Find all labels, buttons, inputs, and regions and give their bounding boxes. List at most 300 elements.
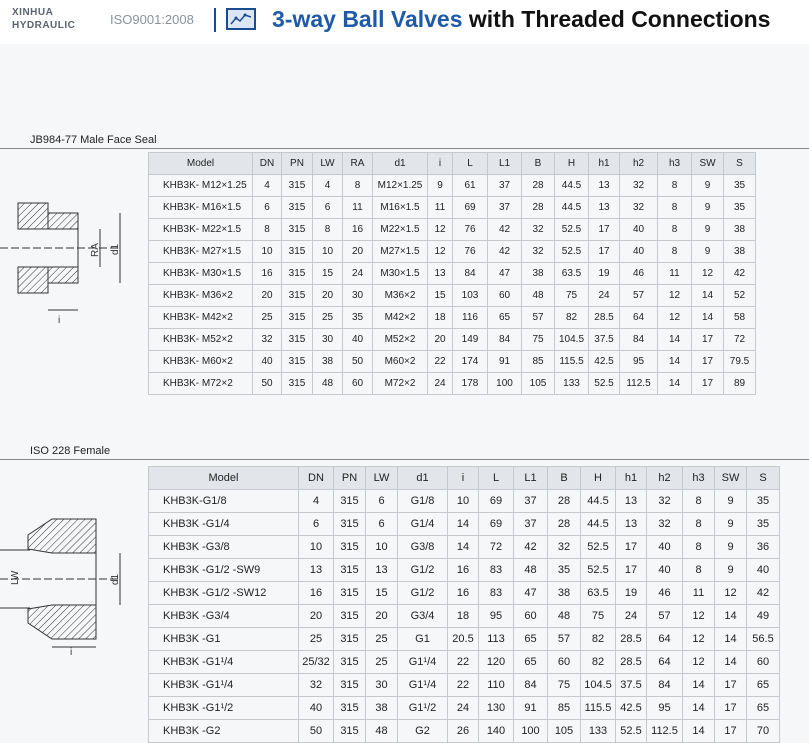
table-cell: 24	[428, 373, 453, 395]
table-cell: 30	[343, 285, 373, 307]
iso-certification: ISO9001:2008	[110, 12, 194, 27]
table-cell: 28.5	[616, 628, 647, 651]
table-cell: 10	[299, 536, 334, 559]
table-cell: 70	[747, 720, 780, 743]
table-cell: 32	[620, 175, 658, 197]
model-cell: KHB3K- M12×1.25	[149, 175, 253, 197]
table-cell: 65	[488, 307, 522, 329]
table-row	[149, 490, 780, 513]
table-cell: 32	[647, 490, 683, 513]
table-cell: 315	[334, 559, 366, 582]
table-cell: 37	[488, 197, 522, 219]
table-cell: 15	[313, 263, 343, 285]
model-cell: KHB3K -G1¹/2	[149, 697, 299, 720]
table-cell: 13	[589, 175, 620, 197]
table-cell: 46	[620, 263, 658, 285]
table-cell: 38	[724, 241, 756, 263]
column-header: B	[522, 153, 555, 175]
section2-divider	[0, 459, 809, 460]
model-cell: KHB3K -G1/2 -SW12	[149, 582, 299, 605]
table-cell: 315	[334, 628, 366, 651]
table-cell: 35	[548, 559, 581, 582]
table-cell: 104.5	[581, 674, 616, 697]
table-cell: 72	[479, 536, 514, 559]
table-cell: 32	[253, 329, 282, 351]
table-cell: 69	[479, 513, 514, 536]
table-cell: 18	[428, 307, 453, 329]
column-header: h3	[658, 153, 692, 175]
column-header: SW	[715, 467, 747, 490]
column-header: h3	[683, 467, 715, 490]
table-cell: 50	[299, 720, 334, 743]
table-cell: 105	[548, 720, 581, 743]
table-cell: 42	[724, 263, 756, 285]
table-cell: 30	[366, 674, 398, 697]
table-cell: 28.5	[589, 307, 620, 329]
table-cell: 9	[428, 175, 453, 197]
table-cell: 8	[658, 197, 692, 219]
table-cell: 38	[522, 263, 555, 285]
table-cell: 20	[428, 329, 453, 351]
table-cell: 50	[343, 351, 373, 373]
table-cell: 15	[428, 285, 453, 307]
table-row	[149, 175, 756, 197]
table-cell: 8	[683, 559, 715, 582]
table-cell: 12	[428, 241, 453, 263]
table-cell: 12	[658, 285, 692, 307]
table-cell: 42.5	[616, 697, 647, 720]
table-cell: 315	[334, 582, 366, 605]
page-header	[0, 0, 809, 44]
table-cell: 52.5	[581, 559, 616, 582]
table-cell: 20	[299, 605, 334, 628]
table-cell: 18	[448, 605, 479, 628]
table-cell: 38	[548, 582, 581, 605]
column-header: L	[479, 467, 514, 490]
table-cell: 14	[658, 329, 692, 351]
table-cell: 6	[313, 197, 343, 219]
table-cell: 12	[683, 628, 715, 651]
model-cell: KHB3K -G2	[149, 720, 299, 743]
table-cell: 35	[343, 307, 373, 329]
table-cell: 58	[724, 307, 756, 329]
table-cell: 24	[616, 605, 647, 628]
table-cell: 12	[428, 219, 453, 241]
table-cell: 17	[616, 559, 647, 582]
table-cell: 17	[715, 697, 747, 720]
ra-label: RA	[90, 243, 101, 257]
model-cell: KHB3K -G3/8	[149, 536, 299, 559]
model-cell: KHB3K -G1/2 -SW9	[149, 559, 299, 582]
table-cell: 24	[343, 263, 373, 285]
table-cell: 315	[282, 351, 313, 373]
column-header: i	[448, 467, 479, 490]
table-row	[149, 628, 780, 651]
table-cell: 11	[658, 263, 692, 285]
table-cell: G3/8	[398, 536, 448, 559]
table-cell: 47	[514, 582, 548, 605]
table-cell: M60×2	[373, 351, 428, 373]
brand-line2: HYDRAULIC	[12, 20, 76, 31]
i-label: i	[70, 647, 73, 655]
model-cell: KHB3K- M36×2	[149, 285, 253, 307]
table-cell: 28	[548, 490, 581, 513]
table-cell: 25	[366, 651, 398, 674]
table-cell: 315	[334, 490, 366, 513]
table-cell: 4	[313, 175, 343, 197]
table-cell: M72×2	[373, 373, 428, 395]
table-cell: 89	[724, 373, 756, 395]
table-cell: 40	[253, 351, 282, 373]
table-cell: 9	[692, 241, 724, 263]
table-cell: 12	[692, 263, 724, 285]
table-cell: 10	[448, 490, 479, 513]
table-cell: 116	[453, 307, 488, 329]
title-connection: with Threaded Connections	[468, 6, 771, 32]
table-cell: 14	[658, 351, 692, 373]
table-cell: 69	[453, 197, 488, 219]
table-cell: 17	[692, 351, 724, 373]
table-cell: 32	[548, 536, 581, 559]
table-cell: 112.5	[620, 373, 658, 395]
table-cell: 28	[548, 513, 581, 536]
column-header: h1	[589, 153, 620, 175]
table-cell: 13	[366, 559, 398, 582]
table-cell: 84	[453, 263, 488, 285]
table-cell: 83	[479, 559, 514, 582]
model-cell: KHB3K- M16×1.5	[149, 197, 253, 219]
table-cell: 37.5	[616, 674, 647, 697]
table-cell: 178	[453, 373, 488, 395]
table-row	[149, 582, 780, 605]
table-cell: 65	[747, 674, 780, 697]
table-cell: 28	[522, 197, 555, 219]
table-cell: 17	[692, 373, 724, 395]
model-cell: KHB3K- M60×2	[149, 351, 253, 373]
male-face-seal-table	[148, 152, 756, 395]
table-cell: 84	[514, 674, 548, 697]
table-cell: 14	[683, 674, 715, 697]
column-header: DN	[299, 467, 334, 490]
table-cell: 82	[555, 307, 589, 329]
table-cell: 13	[589, 197, 620, 219]
table-cell: 84	[488, 329, 522, 351]
table-cell: 85	[522, 351, 555, 373]
table-cell: 42	[514, 536, 548, 559]
model-cell: KHB3K -G1¹/4	[149, 651, 299, 674]
table-cell: 315	[334, 536, 366, 559]
table-cell: 61	[453, 175, 488, 197]
table-cell: 14	[715, 605, 747, 628]
table-cell: 17	[589, 219, 620, 241]
table-cell: 42	[488, 219, 522, 241]
table-cell: 8	[683, 536, 715, 559]
column-header: H	[555, 153, 589, 175]
table-cell: 32	[522, 219, 555, 241]
table-cell: 14	[692, 307, 724, 329]
brand-logo	[12, 6, 75, 32]
table-row	[149, 263, 756, 285]
table-cell: 52	[724, 285, 756, 307]
table-cell: 6	[253, 197, 282, 219]
table-cell: 37	[488, 175, 522, 197]
table-cell: 13	[428, 263, 453, 285]
column-header: i	[428, 153, 453, 175]
column-header: H	[581, 467, 616, 490]
column-header: L	[453, 153, 488, 175]
table-row	[149, 559, 780, 582]
brand-line1: XINHUA	[12, 7, 54, 18]
table-cell: 44.5	[581, 490, 616, 513]
table-cell: 8	[683, 490, 715, 513]
table-cell: 83	[479, 582, 514, 605]
table-cell: 17	[589, 241, 620, 263]
table-cell: 315	[282, 241, 313, 263]
table-row	[149, 605, 780, 628]
table-cell: 14	[715, 628, 747, 651]
table-cell: 35	[724, 175, 756, 197]
table-cell: 52.5	[555, 241, 589, 263]
model-cell: KHB3K- M27×1.5	[149, 241, 253, 263]
table-cell: G1¹/4	[398, 651, 448, 674]
chart-icon	[226, 8, 256, 30]
table-cell: 174	[453, 351, 488, 373]
table-cell: G2	[398, 720, 448, 743]
table-cell: 32	[299, 674, 334, 697]
header-divider	[214, 8, 216, 32]
table-cell: 14	[692, 285, 724, 307]
iso-female-drawing	[0, 505, 140, 655]
table-cell: 16	[253, 263, 282, 285]
table-cell: 17	[715, 674, 747, 697]
table-row	[149, 720, 780, 743]
table-cell: 37.5	[589, 329, 620, 351]
table-cell: 76	[453, 219, 488, 241]
table-cell: 25	[313, 307, 343, 329]
table-cell: 120	[479, 651, 514, 674]
table-cell: M22×1.5	[373, 219, 428, 241]
table-cell: 42	[488, 241, 522, 263]
table-cell: M12×1.25	[373, 175, 428, 197]
table-cell: G1¹/4	[398, 674, 448, 697]
table-cell: 44.5	[555, 175, 589, 197]
section1-divider	[0, 148, 809, 149]
table-cell: 9	[715, 536, 747, 559]
table-cell: 14	[448, 536, 479, 559]
table-cell: 9	[715, 513, 747, 536]
table-cell: 40	[647, 559, 683, 582]
table-cell: M30×1.5	[373, 263, 428, 285]
table-cell: 14	[658, 373, 692, 395]
column-header: PN	[334, 467, 366, 490]
table-cell: 9	[692, 197, 724, 219]
table-cell: 315	[282, 219, 313, 241]
table-cell: 82	[581, 651, 616, 674]
table-row	[149, 307, 756, 329]
table-cell: 14	[683, 697, 715, 720]
table-cell: 63.5	[555, 263, 589, 285]
header-row	[149, 153, 756, 175]
table-cell: 315	[282, 285, 313, 307]
table-cell: 52.5	[589, 373, 620, 395]
table-cell: 50	[253, 373, 282, 395]
table-cell: 25	[253, 307, 282, 329]
table-cell: 95	[620, 351, 658, 373]
column-header: LW	[366, 467, 398, 490]
table-cell: 6	[366, 513, 398, 536]
column-header: Model	[149, 153, 253, 175]
table-cell: 75	[555, 285, 589, 307]
table-cell: 40	[299, 697, 334, 720]
table-cell: 48	[514, 559, 548, 582]
table-cell: M42×2	[373, 307, 428, 329]
table-cell: 57	[647, 605, 683, 628]
table-row	[149, 651, 780, 674]
table-cell: 8	[658, 241, 692, 263]
table-cell: 44.5	[581, 513, 616, 536]
model-cell: KHB3K- M30×1.5	[149, 263, 253, 285]
table-cell: 10	[313, 241, 343, 263]
table-cell: 4	[253, 175, 282, 197]
table-cell: 8	[683, 513, 715, 536]
column-header: PN	[282, 153, 313, 175]
iso-female-table	[148, 466, 780, 743]
column-header: B	[548, 467, 581, 490]
table-cell: 40	[620, 219, 658, 241]
table-cell: 10	[366, 536, 398, 559]
column-header: SW	[692, 153, 724, 175]
table-cell: 100	[514, 720, 548, 743]
table-cell: 36	[747, 536, 780, 559]
section1-label: JB984-77 Male Face Seal	[30, 134, 157, 146]
table-row	[149, 219, 756, 241]
table-cell: M52×2	[373, 329, 428, 351]
table-cell: 49	[747, 605, 780, 628]
section2-label: ISO 228 Female	[30, 445, 111, 457]
table-cell: 22	[448, 674, 479, 697]
model-cell: KHB3K-G1/8	[149, 490, 299, 513]
table-row	[149, 373, 756, 395]
column-header: DN	[253, 153, 282, 175]
table-cell: 14	[683, 720, 715, 743]
table-cell: 25	[299, 628, 334, 651]
table-cell: 65	[514, 651, 548, 674]
table-cell: 40	[747, 559, 780, 582]
table-cell: 16	[299, 582, 334, 605]
table-cell: 52.5	[555, 219, 589, 241]
table-cell: 13	[299, 559, 334, 582]
table-cell: 149	[453, 329, 488, 351]
table-cell: 11	[343, 197, 373, 219]
table-cell: 13	[616, 513, 647, 536]
table-cell: 315	[334, 720, 366, 743]
table-cell: 91	[514, 697, 548, 720]
table-cell: 42	[747, 582, 780, 605]
column-header: d1	[398, 467, 448, 490]
column-header: S	[747, 467, 780, 490]
table-cell: 65	[514, 628, 548, 651]
table-cell: G3/4	[398, 605, 448, 628]
table-cell: G1/2	[398, 559, 448, 582]
table-row	[149, 241, 756, 263]
table-cell: 38	[366, 697, 398, 720]
table-cell: 48	[313, 373, 343, 395]
table-cell: 315	[282, 307, 313, 329]
table-cell: 12	[683, 651, 715, 674]
table-cell: 315	[334, 513, 366, 536]
table-cell: 56.5	[747, 628, 780, 651]
table-cell: 48	[522, 285, 555, 307]
table-cell: 40	[620, 241, 658, 263]
table-cell: 42.5	[589, 351, 620, 373]
table-cell: 75	[522, 329, 555, 351]
table-cell: 315	[282, 175, 313, 197]
table-cell: 32	[647, 513, 683, 536]
table-cell: 17	[692, 329, 724, 351]
table-cell: 48	[366, 720, 398, 743]
table-cell: 12	[658, 307, 692, 329]
table-cell: 112.5	[647, 720, 683, 743]
i-label: i	[58, 315, 61, 325]
column-header: L1	[488, 153, 522, 175]
column-header: RA	[343, 153, 373, 175]
table-cell: 133	[555, 373, 589, 395]
column-header: L1	[514, 467, 548, 490]
table-cell: 13	[616, 490, 647, 513]
table-cell: 19	[616, 582, 647, 605]
lw-label: LW	[10, 570, 21, 585]
table-cell: 57	[548, 628, 581, 651]
table-cell: 44.5	[555, 197, 589, 219]
table-cell: 32	[620, 197, 658, 219]
table-cell: 9	[692, 175, 724, 197]
table-cell: 11	[683, 582, 715, 605]
column-header: h2	[620, 153, 658, 175]
model-cell: KHB3K -G3/4	[149, 605, 299, 628]
table-cell: 8	[658, 175, 692, 197]
table-cell: 110	[479, 674, 514, 697]
table-cell: 20.5	[448, 628, 479, 651]
model-cell: KHB3K -G1/4	[149, 513, 299, 536]
table-cell: 20	[253, 285, 282, 307]
table-cell: 14	[715, 651, 747, 674]
table-cell: 130	[479, 697, 514, 720]
table-cell: 28.5	[616, 651, 647, 674]
table-cell: 20	[313, 285, 343, 307]
table-cell: 79.5	[724, 351, 756, 373]
table-cell: 84	[620, 329, 658, 351]
d1-label: d1	[110, 573, 121, 585]
table-cell: 24	[589, 285, 620, 307]
table-cell: 85	[548, 697, 581, 720]
table-cell: 57	[620, 285, 658, 307]
table-cell: G1/2	[398, 582, 448, 605]
table-cell: 91	[488, 351, 522, 373]
table-cell: 6	[299, 513, 334, 536]
table-cell: 57	[522, 307, 555, 329]
table-cell: 133	[581, 720, 616, 743]
table-cell: 22	[428, 351, 453, 373]
table-row	[149, 513, 780, 536]
table-cell: 25/32	[299, 651, 334, 674]
model-cell: KHB3K- M72×2	[149, 373, 253, 395]
table-cell: 8	[658, 219, 692, 241]
d1-label: d1	[110, 243, 121, 255]
table-cell: 60	[514, 605, 548, 628]
table-cell: G1/8	[398, 490, 448, 513]
table-cell: 115.5	[555, 351, 589, 373]
model-cell: KHB3K- M42×2	[149, 307, 253, 329]
